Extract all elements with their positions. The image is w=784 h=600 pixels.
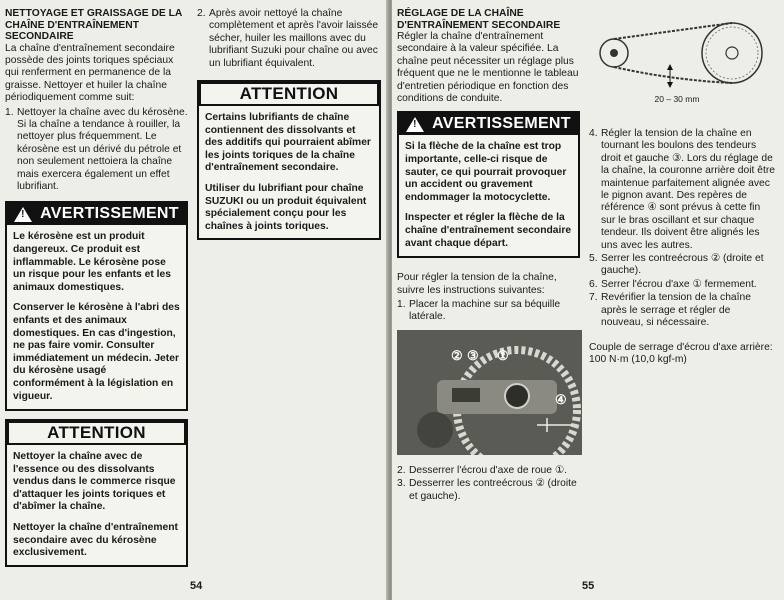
cleaning-intro: La chaîne d'entraînement secondaire possède des joints toriques spéciaux qui renferment en permanence de la graisse. Nettoyer et huiler la chaîne périodiquement comme suit:	[5, 42, 175, 104]
warning-box-kerosene	[5, 201, 188, 411]
attention-paragraph-2: Nettoyer la chaîne d'entraînement secondaire avec du kérosène exclusivement.	[13, 522, 178, 559]
step-text: Serrer les contreécrous ② (droite et gauche).	[601, 253, 764, 277]
step-number: 1.	[397, 299, 406, 310]
chain-adjuster-photo	[397, 330, 582, 455]
attention-paragraph-1: Nettoyer la chaîne avec de l'essence ou des dissolvants vendus dans le commerce risque d'attaquer les joints toriques et d'abîmer la chaîne.	[13, 451, 176, 513]
left-page	[0, 0, 388, 600]
step-number: 5.	[589, 253, 598, 265]
warning-banner	[7, 203, 186, 225]
adjust-step-3	[397, 478, 580, 503]
adjust-step-4	[589, 128, 775, 252]
right-column-1-lower	[397, 465, 580, 504]
step-number: 2.	[197, 8, 206, 19]
right-page	[392, 0, 784, 600]
diagram-caption: 20 – 30 mm	[654, 94, 700, 104]
attention-paragraph-2: Utiliser du lubrifiant pour chaîne SUZUKI ou un produit équivalent spécialement conçu pour les chaînes à joints toriques.	[205, 183, 367, 232]
step-text: Revérifier la tension de la chaîne après le serrage et régler de nouveau, si nécessaire.	[601, 292, 751, 329]
section-heading-adjustment: RÉGLAGE DE LA CHAÎNE D'ENTRAÎNEMENT SECONDAIRE	[397, 8, 561, 31]
page-number-right: 55	[582, 580, 595, 592]
photo-label-1: ①	[497, 348, 509, 363]
left-column-2	[197, 8, 381, 240]
attention-box-lubricant	[197, 80, 381, 240]
warning-box-slack	[397, 111, 580, 258]
adjust-step-7	[589, 292, 775, 329]
step-text: Desserrer l'écrou d'axe de roue ①.	[409, 465, 567, 476]
adjustment-intro: Régler la chaîne d'entraînement secondaire à la valeur spécifiée. La chaîne peut nécessiter un réglage plus fréquent que ne le mentionne le tableau d'entretien périodique en fonction des conditions de conduite.	[397, 31, 579, 105]
torque-spec: Couple de serrage d'écrou d'axe arrière: 100 N·m (10,0 kgf-m)	[589, 341, 773, 365]
photo-label-4: ④	[555, 392, 567, 407]
step-number: 3.	[397, 478, 406, 490]
adjust-step-6	[589, 279, 775, 291]
section-heading-cleaning: NETTOYAGE ET GRAISSAGE DE LA CHAÎNE D'ENTRAÎNEMENT SECONDAIRE	[5, 8, 182, 42]
step-number: 1.	[5, 106, 14, 118]
step-text: Régler la tension de la chaîne en tournant les boulons des tendeurs droit et gauche ③. Lors du réglage de la chaîne, la couronne arrière doit être maintenue parfaitement alignée avec le pignon avant. Des repères de référence ④ sont prévus à cette fin sur le bras oscillant et sur chaque tendeur. Ils doivent être alignés les uns avec les autres.	[601, 128, 776, 251]
page-number-left: 54	[190, 580, 203, 592]
warning-banner	[399, 113, 578, 135]
right-column-2	[589, 128, 775, 366]
warning-paragraph-2: Conserver le kérosène à l'abri des enfants et des animaux domestiques. En cas d'ingestion, ne pas faire vomir. Consulter immédiatement un médecin. Jeter du kérosène usagé conformément à la législation en vigueur.	[13, 302, 180, 402]
right-column-1	[397, 8, 580, 325]
warning-title: AVERTISSEMENT	[40, 205, 179, 223]
attention-banner: ATTENTION	[199, 82, 379, 106]
step-text: Desserrer les contreécrous ② (droite et gauche).	[409, 478, 577, 502]
step-number: 2.	[397, 465, 406, 476]
step-text: Après avoir nettoyé la chaîne complètement et après l'avoir laissée sécher, huiler les maillons avec du lubrifiant Suzuki pour chaîne ou avec un lubrifiant équivalent.	[209, 8, 379, 69]
adjust-step-5	[589, 253, 775, 278]
step-number: 6.	[589, 278, 598, 290]
step-number: 4.	[589, 128, 598, 139]
warning-paragraph-1: Si la flèche de la chaîne est trop importante, celle-ci risque de sauter, ce qui pourrait provoquer un accident ou gravement endommager la motocyclette.	[405, 141, 567, 203]
step-text: Nettoyer la chaîne avec du kérosène. Si la chaîne a tendance à rouiller, la nettoyer plus fréquemment. Le kérosène est un dérivé du pétrole et non seulement nettoiera la chaîne mais exercera également un effet lubrifiant.	[17, 106, 188, 192]
bleed-through-text	[200, 240, 380, 570]
step-text: Placer la machine sur sa béquille latérale.	[409, 299, 561, 323]
cleaning-step-1	[5, 107, 188, 194]
step-text: Serrer l'écrou d'axe ① fermement.	[601, 278, 757, 290]
cleaning-step-2	[197, 8, 381, 70]
chain-slack-diagram	[592, 18, 772, 98]
warning-paragraph-2: Inspecter et régler la flèche de la chaîne d'entraînement secondaire avant chaque départ.	[405, 212, 572, 249]
warning-paragraph-1: Le kérosène est un produit dangereux. Ce produit est inflammable. Le kérosène pose un risque pour les enfants et les animaux domestiques.	[13, 231, 171, 293]
adjust-intro: Pour régler la tension de la chaîne, suivre les instructions suivantes:	[397, 272, 557, 296]
adjust-step-1	[397, 299, 580, 324]
attention-paragraph-1: Certains lubrifiants de chaîne contiennent des dissolvants et des additifs qui pourraient abîmer les joints toriques de la chaîne d'entraînement secondaire.	[205, 112, 371, 174]
left-column-1	[5, 8, 188, 567]
warning-triangle-icon	[14, 207, 32, 222]
step-number: 7.	[589, 292, 598, 304]
chain-diagram-illustration	[592, 18, 772, 98]
photo-label-2: ②	[451, 348, 463, 363]
warning-title: AVERTISSEMENT	[432, 115, 571, 133]
photo-label-3: ③	[467, 348, 479, 363]
warning-triangle-icon	[406, 117, 424, 132]
attention-box-cleaning	[5, 419, 188, 567]
attention-banner: ATTENTION	[7, 421, 186, 445]
adjust-step-2	[397, 465, 580, 477]
